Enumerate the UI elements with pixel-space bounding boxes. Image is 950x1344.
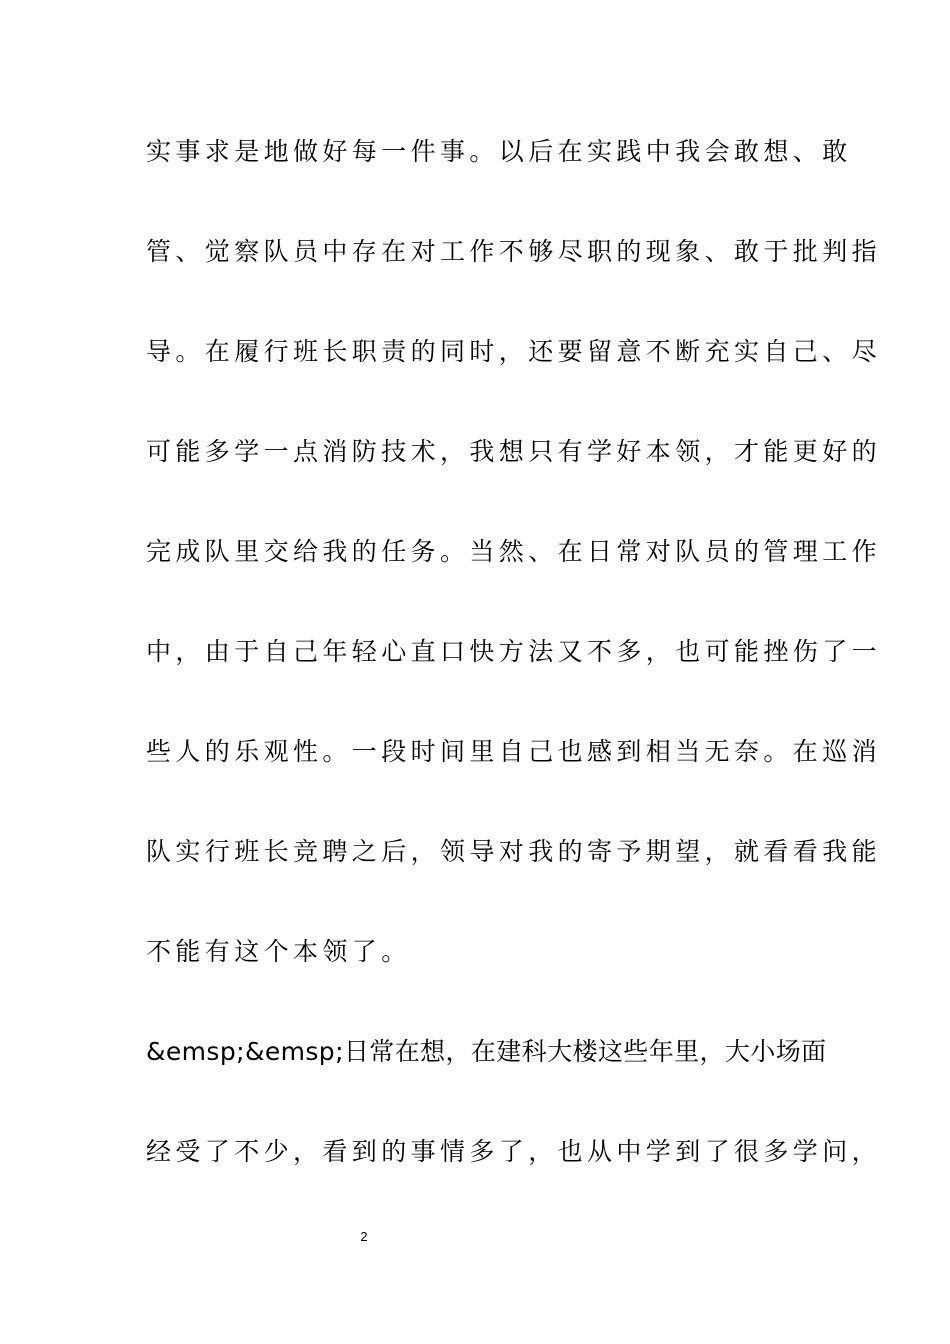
body-text-line: 些人的乐观性。一段时间里自己也感到相当无奈。在巡消 — [146, 737, 882, 766]
body-text-line: 实事求是地做好每一件事。以后在实践中我会敢想、敢 — [146, 137, 852, 166]
body-text-line: 管、觉察队员中存在对工作不够尽职的现象、敢于批判指 — [146, 237, 882, 266]
page-number: 2 — [360, 1229, 368, 1244]
body-text-line: 中，由于自己年轻心直口快方法又不多，也可能挫伤了一 — [146, 637, 882, 666]
body-text-line: 经受了不少，看到的事情多了，也从中学到了很多学问， — [146, 1137, 882, 1166]
body-text-line: 导。在履行班长职责的同时，还要留意不断充实自己、尽 — [146, 337, 882, 366]
body-text-line: 完成队里交给我的任务。当然、在日常对队员的管理工作 — [146, 537, 882, 566]
body-text-line: 队实行班长竞聘之后，领导对我的寄予期望，就看看我能 — [146, 837, 882, 866]
body-text-line: 可能多学一点消防技术，我想只有学好本领，才能更好的 — [146, 437, 882, 466]
body-text-line: 不能有这个本领了。 — [146, 937, 411, 966]
body-text-line: &emsp;&emsp;日常在想，在建科大楼这些年里，大小场面 — [146, 1037, 827, 1066]
